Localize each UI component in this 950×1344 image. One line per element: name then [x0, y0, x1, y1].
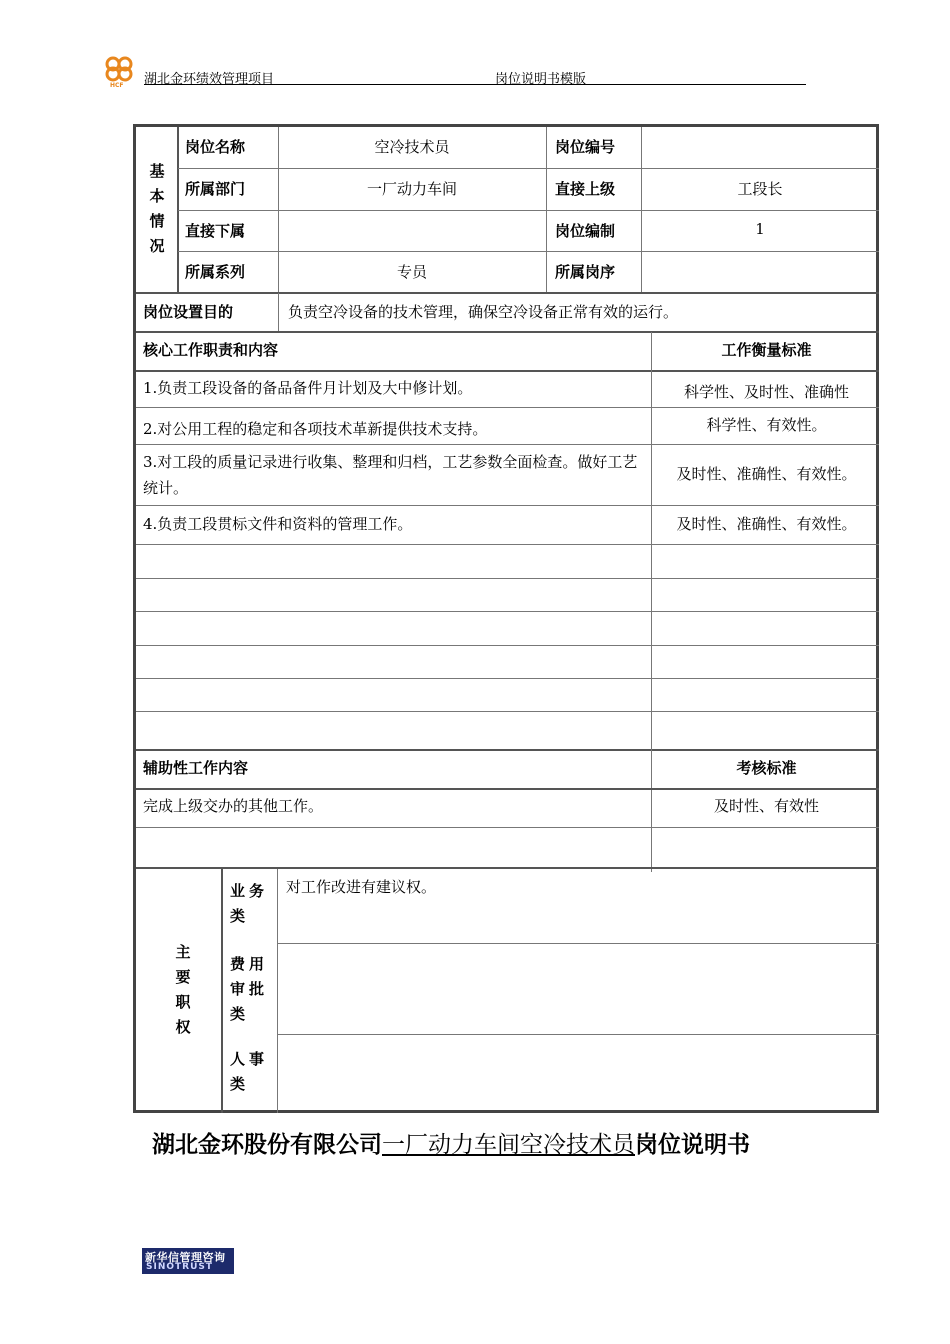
dept-label: 所属部门	[185, 180, 246, 198]
template-name: 岗位说明书模版	[495, 72, 587, 87]
superior-value: 工段长	[737, 180, 783, 198]
title-position: 一厂动力车间空冷技术员	[382, 1132, 635, 1158]
hr-label: 人事类	[230, 1050, 269, 1093]
purpose-value: 负责空冷设备的技术管理，确保空冷设备正常有效的运行。	[288, 303, 679, 321]
sinotrust-logo	[142, 1248, 234, 1274]
expense-label: 费用审批类	[230, 955, 269, 1023]
aux-header-left: 辅助性工作内容	[143, 759, 249, 777]
post-name-label: 岗位名称	[185, 138, 246, 156]
empty-row	[136, 711, 879, 712]
footer-logo-line1: 新华信管理咨询	[145, 1251, 226, 1264]
title-suffix: 岗位说明书	[635, 1132, 750, 1158]
empty-row	[136, 578, 879, 579]
series-value: 专员	[396, 263, 427, 281]
core-row-4-standard: 及时性、准确性、有效性。	[676, 515, 857, 533]
aux-row-1-standard: 及时性、有效性	[713, 797, 819, 815]
core-row-1-standard: 科学性、及时性、准确性	[683, 383, 849, 401]
footer-logo-line2: SINOTRUST	[146, 1262, 214, 1272]
core-row-4-duty: 4.负责工段贯标文件和资料的管理工作。	[143, 515, 413, 533]
job-description-form	[133, 124, 879, 1113]
header-divider	[144, 84, 806, 85]
headcount-label: 岗位编制	[555, 222, 616, 240]
series-label: 所属系列	[185, 263, 246, 281]
empty-row	[136, 611, 879, 612]
business-label: 业务类	[230, 882, 269, 925]
purpose-label: 岗位设置目的	[143, 303, 234, 321]
business-value: 对工作改进有建议权。	[286, 878, 437, 896]
aux-header-right: 考核标准	[736, 759, 797, 777]
title-company: 湖北金环股份有限公司	[152, 1132, 382, 1158]
core-row-3-duty: 3.对工段的质量记录进行收集、整理和归档，工艺参数全面检查。做好工艺统计。	[143, 453, 638, 497]
group-label: 所属岗序	[555, 263, 616, 281]
core-row-1-duty: 1.负责工段设备的备品备件月计划及大中修计划。	[143, 379, 473, 397]
empty-row	[136, 678, 879, 679]
post-no-label: 岗位编号	[555, 138, 616, 156]
core-row-3-standard: 及时性、准确性、有效性。	[676, 465, 857, 483]
core-header-left: 核心工作职责和内容	[143, 341, 279, 359]
logo-text: HCF	[110, 82, 124, 88]
page-header	[100, 54, 810, 88]
authority-section-label: 主要职权	[175, 943, 191, 1036]
basic-section-label: 基本情况	[149, 162, 165, 255]
headcount-value: 1	[755, 220, 765, 238]
empty-row	[136, 645, 879, 646]
hcf-logo-icon	[100, 54, 138, 88]
subordinate-label: 直接下属	[185, 222, 246, 240]
core-row-2-standard: 科学性、有效性。	[706, 416, 827, 434]
dept-value: 一厂动力车间	[366, 180, 457, 198]
aux-row-1-duty: 完成上级交办的其他工作。	[143, 797, 324, 815]
document-title	[152, 1126, 750, 1159]
project-name: 湖北金环绩效管理项目	[144, 72, 275, 87]
superior-label: 直接上级	[555, 180, 616, 198]
core-row-2-duty: 2.对公用工程的稳定和各项技术革新提供技术支持。	[143, 420, 488, 438]
core-header-right: 工作衡量标准	[721, 341, 812, 359]
post-name-value: 空冷技术员	[374, 138, 450, 156]
